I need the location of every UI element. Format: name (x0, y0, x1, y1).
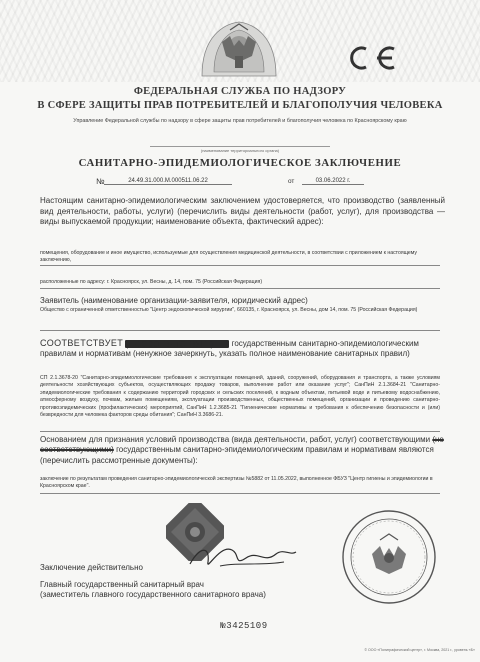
ce-certification-mark-icon (344, 44, 404, 72)
basis-struck-text: (не соответствующими) (40, 435, 444, 455)
document-number-row (96, 178, 426, 190)
validity-label: Заключение действительно (40, 563, 143, 572)
number-sign: № (96, 177, 105, 186)
agency-line-1: ФЕДЕРАЛЬНАЯ СЛУЖБА ПО НАДЗОРУ (133, 86, 347, 97)
basis-rest: государственным санитарно-эпидемиологическим правилам и нормативам являются (перечислить рассмотренные документы): (40, 445, 434, 465)
agency-line-2: В СФЕРЕ ЗАЩИТЫ ПРАВ ПОТРЕБИТЕЛЕЙ И БЛАГОПОЛУЧИЯ ЧЕЛОВЕКА (37, 100, 443, 111)
applicant-heading: Заявитель (наименование организации-заявителя, юридический адрес) (40, 296, 308, 305)
basis-statement (40, 435, 445, 466)
document-number: 24.49.31.000.М.000511.06.22 (104, 178, 232, 185)
conformity-rest: государственным санитарно-эпидемиологическим правилам и нормативам (ненужное зачеркнуть, указать полное наименование санитарных правил) (40, 339, 419, 359)
printer-imprint: © ООО «Полиграфический центр», г. Москва, 2021 г., уровень «Б» (364, 648, 475, 652)
applicant-value: Общество с ограниченной ответственностью "Центр эндоскопической хирургии", 660135, г. Красноярск, ул. Весны, дом 14, пом. 75 (Российская Федерация) (40, 307, 418, 313)
document-date: 03.06.2022 г. (302, 178, 364, 185)
conformity-statement (40, 338, 445, 360)
territorial-body: Управление Федеральной службы по надзору в сфере защиты прав потребителей и благополучия человека по Красноярскому краю (73, 118, 407, 124)
object-address: расположенные по адресу: г. Красноярск, ул. Весны, д. 14, пом. 75 (Российская Федерация) (40, 279, 263, 285)
chief-doctor-caption (40, 580, 340, 601)
basis-start: Основанием для признания условий производства (вида деятельности, работ, услуг) соответствующими (40, 435, 431, 444)
divider (40, 493, 440, 494)
document-title: САНИТАРНО-ЭПИДЕМИОЛОГИЧЕСКОЕ ЗАКЛЮЧЕНИЕ (78, 157, 402, 169)
conformity-word: СООТВЕТСТВУЕТ (40, 338, 124, 348)
sanitary-norms-list: СП 2.1.3678-20 "Санитарно-эпидемиологические требования к эксплуатации помещений, зданий, сооружений, оборудования и транспорта, а также условиям деятельности хозяйствующих субъектов, осуществляющих продажу товаров, выполнение работ или оказание услуг"; СанПиН 2.1.3684-21 "Санитарно-эпидемиологические требования к содержанию территорий городских и сельских поселений, к водным объектам, питьевой воде и питьевому водоснабжению, атмосферному воздуху, почвам, жилым помещениям, эксплуатации производственных, общественных помещений, организации и проведению санитарно-противоэпидемических (профилактических) мероприятий, СанПиН 1.2.3685-21 "Гигиенические нормативы и требования к обеспечению безопасности и (или) безвредности для человека факторов среды обитания"; СанПиН 3.3686-21. (40, 375, 440, 419)
object-description: помещения, оборудование и иное имущество, используемые для осуществления медицинской деятельности, в соответствии с приложением к настоящему заключению, (40, 250, 418, 264)
chief-line-2: (заместитель главного государственного санитарного врача) (40, 590, 266, 600)
struck-out-text: (НЕ СООТВЕТСТВУЕТ) (125, 340, 229, 348)
territorial-body-note: (наименование территориального органа) (150, 146, 330, 153)
divider (40, 431, 440, 432)
chief-line-1: Главный государственный санитарный врач (40, 580, 204, 589)
agency-name (20, 86, 460, 111)
date-prefix: от (288, 178, 295, 185)
intro-paragraph: Настоящим санитарно-эпидемиологическим заключением удостоверяется, что производство (заявленный вид деятельности, работы, услуги) (перечислить виды деятельности (работ, услуг), для производства — виды выпускаемой продукции; наименование объекта, фактический адрес): (40, 196, 445, 227)
divider (40, 288, 440, 289)
divider (40, 265, 440, 266)
handwritten-signature (180, 536, 300, 576)
divider (40, 330, 440, 331)
double-headed-eagle-emblem-icon (194, 16, 284, 84)
basis-documents: заключение по результатам проведения санитарно-эпидемиологической экспертизы №5882 от 11.05.2022, выполненное ФБУЗ "Центр гигиены и эпидемиологии в Красноярском крае". (40, 476, 433, 490)
round-official-stamp-icon (340, 508, 438, 606)
serial-number: №3425109 (220, 621, 268, 631)
